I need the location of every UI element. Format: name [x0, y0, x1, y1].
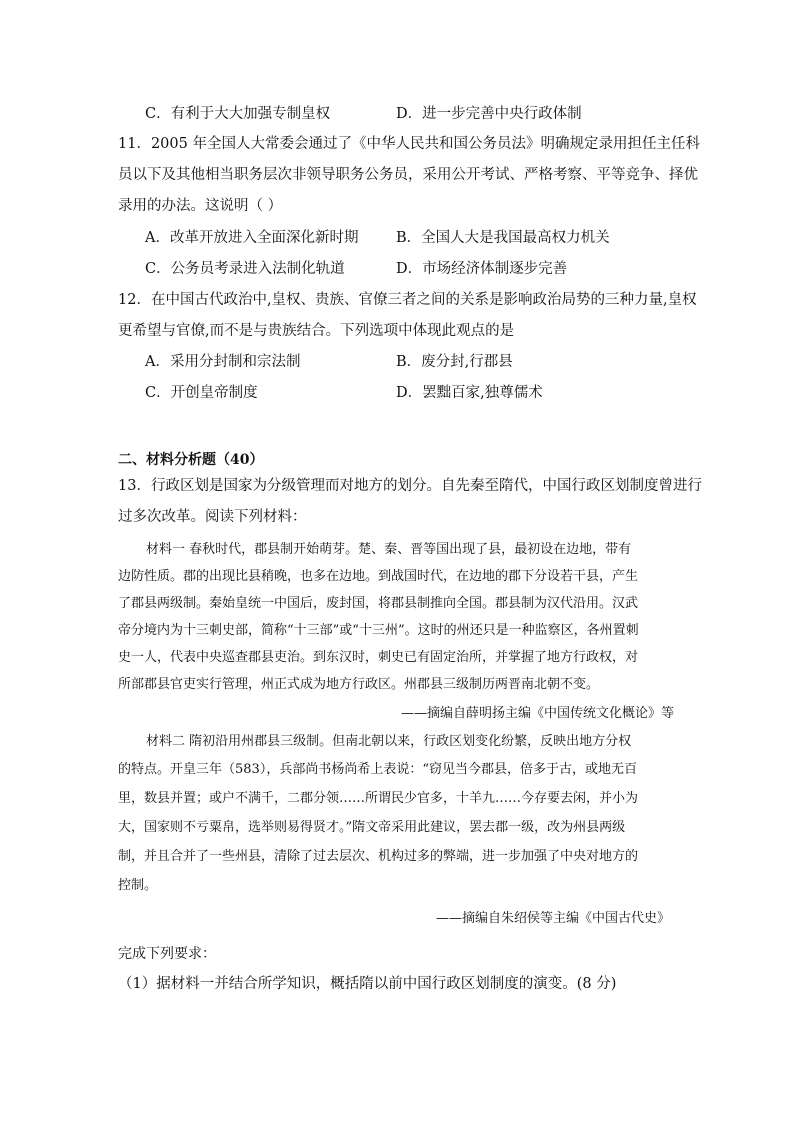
material1-line5: 史一人，代表中央巡查郡县吏治。到东汉时，刺史已有固定治所，并掌握了地方行政权，对	[118, 650, 639, 665]
material2-line6: 控制。	[118, 878, 158, 893]
q11-option-b: B．全国人大是我国最高权力机关	[396, 230, 610, 246]
material1-source: ——摘编自薛明扬主编《中国传统文化概论》等	[400, 706, 674, 721]
q12-option-d: D．罢黜百家,独尊儒术	[396, 385, 543, 401]
material2-line4: 大，国家则不亏粟帛，选举则易得贤才。”隋文帝采用此建议，罢去郡一级，改为州县两级	[118, 820, 626, 835]
task-prompt: 完成下列要求：	[118, 946, 216, 962]
q13-stem-line1: 13．行政区划是国家为分级管理而对地方的划分。自先秦至隋代，中国行政区划制度曾进行	[118, 478, 702, 494]
material1-line1: 材料一 春秋时代，郡县制开始萌芽。楚、秦、晋等国出现了县，最初设在边地，带有	[146, 542, 632, 557]
material1-line6: 所部郡县官吏实行管理，州正式成为地方行政区。州郡县三级制历两晋南北朝不变。	[118, 677, 600, 692]
material1-line2: 边防性质。郡的出现比县稍晚，也多在边地。到战国时代，在边地的郡下分设若干县，产生	[118, 569, 639, 584]
material1-line4: 帝分境内为十三刺史部，简称“十三部”或“十三州”。这时的州还只是一种监察区，各州置刺	[118, 623, 639, 638]
q11-stem-line3: 录用的办法。这说明（ ）	[118, 198, 283, 214]
q12-stem-line1: 12．在中国古代政治中,皇权、贵族、官僚三者之间的关系是影响政治局势的三种力量,皇权	[118, 292, 697, 308]
q10-option-d: D．进一步完善中央行政体制	[396, 106, 582, 122]
material2-source: ——摘编自朱绍侯等主编《中国古代史》	[435, 911, 670, 926]
material2-line5: 制，并且合并了一些州县，清除了过去层次、机构过多的弊端，进一步加强了中央对地方的	[118, 849, 639, 864]
q12-option-a: A．采用分封制和宗法制	[145, 354, 301, 370]
q12-option-b: B．废分封,行郡县	[396, 354, 513, 370]
material2-line2: 的特点。开皇三年（583），兵部尚书杨尚希上表说：“窃见当今郡县，倍多于古，或地无百	[118, 762, 637, 777]
q11-stem-line2: 员以下及其他相当职务层次非领导职务公务员，采用公开考试、严格考察、平等竞争、择优	[118, 167, 698, 183]
q12-stem-line2: 更希望与官僚,而不是与贵族结合。下列选项中体现此观点的是	[118, 323, 515, 339]
section-heading: 二、材料分析题（40）	[118, 452, 264, 468]
q10-option-c: C．有利于大大加强专制皇权	[145, 106, 331, 122]
material2-line1: 材料二 隋初沿用州郡县三级制。但南北朝以来，行政区划变化纷繁，反映出地方分权	[146, 734, 632, 749]
q11-option-c: C．公务员考录进入法制化轨道	[145, 261, 345, 277]
q11-option-a: A．改革开放进入全面深化新时期	[145, 230, 359, 246]
material1-line3: 了郡县两级制。秦始皇统一中国后，废封国，将郡县制推向全国。郡县制为汉代沿用。汉武	[118, 596, 639, 611]
q13-subquestion-1: （1）据材料一并结合所学知识，概括隋以前中国行政区划制度的演变。(8 分)	[118, 976, 617, 992]
q13-stem-line2: 过多次改革。阅读下列材料：	[118, 509, 307, 525]
q12-option-c: C．开创皇帝制度	[145, 385, 258, 401]
material2-line3: 里，数县并置；或户不满千，二郡分领……所谓民少官多，十羊九……今存要去闲，并小为	[118, 791, 639, 806]
q11-option-d: D．市场经济体制逐步完善	[396, 261, 568, 277]
q11-stem-line1: 11．2005 年全国人大常委会通过了《中华人民共和国公务员法》明确规定录用担任主任科	[118, 136, 700, 152]
